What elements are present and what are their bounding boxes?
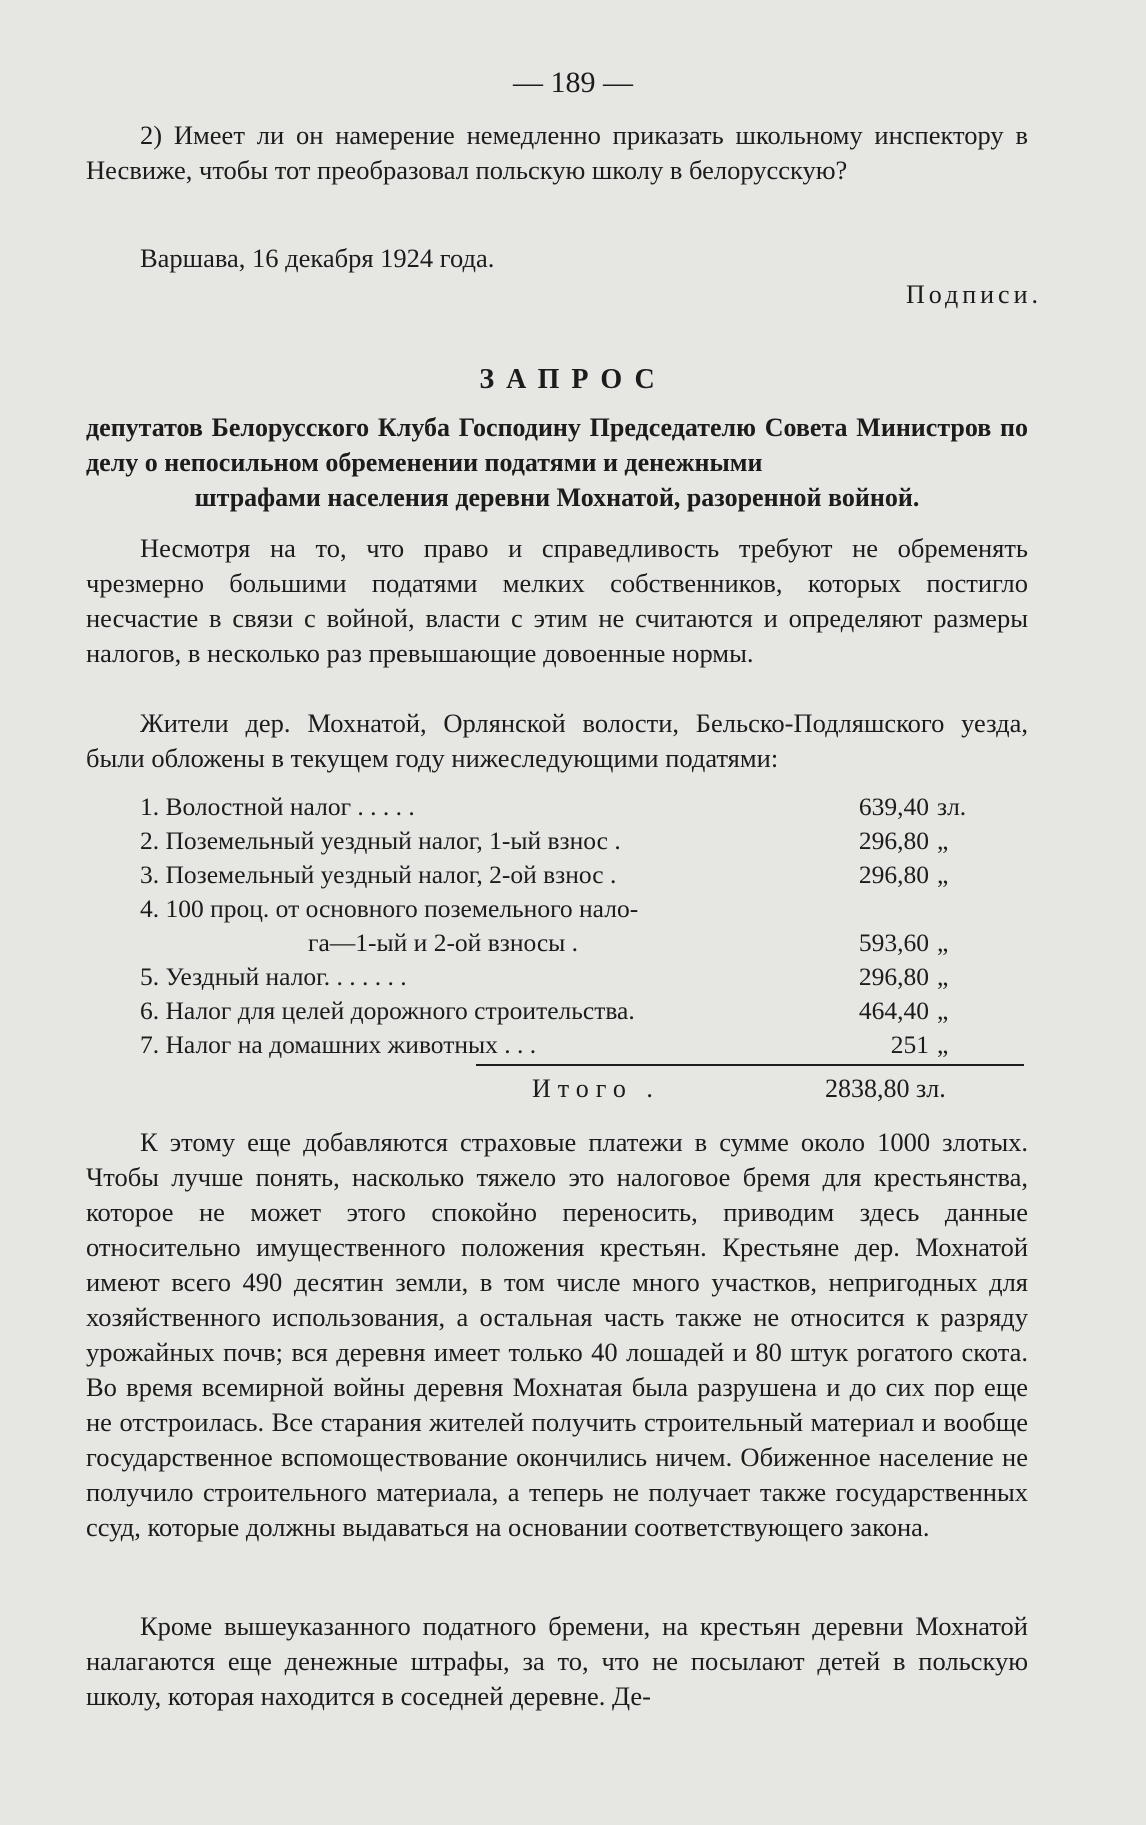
tax-label: 3. Поземельный уездный налог, 2-ой взнос . — [140, 860, 617, 889]
tax-table — [140, 790, 1026, 1062]
tax-label: 4. 100 проц. от основного поземельного нало- — [140, 894, 639, 923]
tax-row — [140, 1028, 1026, 1062]
signatures: Подписи. — [905, 280, 1042, 309]
tax-unit: „ — [937, 1030, 949, 1059]
zapros-heading-last: штрафами населения деревни Мохнатой, разоренной войной. — [194, 483, 920, 512]
tax-amount — [837, 994, 987, 1028]
tax-value: 296,80 — [858, 826, 929, 855]
tax-unit: зл. — [937, 792, 967, 821]
zapros-title: ЗАПРОС — [479, 364, 667, 395]
tax-label: 7. Налог на домашних животных . . . — [140, 1030, 537, 1059]
tax-value: 464,40 — [858, 996, 929, 1025]
tax-amount — [837, 1028, 987, 1062]
tax-amount — [837, 926, 987, 960]
tax-label: га—1-ый и 2-ой взносы . — [308, 928, 579, 957]
tax-value: 251 — [890, 1030, 929, 1059]
tax-row — [140, 994, 1026, 1028]
tax-label: 6. Налог для целей дорожного строительства. — [140, 996, 635, 1025]
tax-row — [140, 960, 1026, 994]
tax-row — [140, 892, 1026, 926]
paragraph-1-block — [86, 531, 1028, 671]
zapros-heading-main: депутатов Белорусского Клуба Господину Председателю Совета Министров по делу о непосильном обременении податями и денежными — [86, 413, 1028, 477]
tax-total-row — [140, 1074, 1026, 1108]
tax-label: 2. Поземельный уездный налог, 1-ый взнос . — [140, 826, 621, 855]
tax-row — [140, 858, 1026, 892]
tax-amount — [837, 858, 987, 892]
tax-value: 296,80 — [858, 962, 929, 991]
tax-unit: „ — [937, 860, 949, 889]
tax-value: 593,60 — [858, 928, 929, 957]
paragraph-1: Несмотря на то, что право и справедливость требуют не обременять чрезмерно большими податями мелких собственников, которых постигло несчастие в связи с войной, власти с этим не считаются и определяют размеры налогов, в несколько раз превышающие довоенные нормы. — [86, 533, 1028, 668]
tax-label: 5. Уездный налог. . . . . . . — [140, 962, 407, 991]
tax-amount — [837, 824, 987, 858]
tax-unit: „ — [937, 996, 949, 1025]
tax-amount — [837, 960, 987, 994]
tax-label: 1. Волостной налог . . . . . — [140, 792, 415, 821]
tax-row — [140, 926, 1026, 960]
paragraph-4-block — [86, 1609, 1028, 1714]
paragraph-2: Жители дер. Мохнатой, Орлянской волости, Бельско-Подляшского уезда, были обложены в текущем году нижеследующими податями: — [86, 708, 1028, 773]
paragraph-3: К этому еще добавляются страховые платежи в сумме около 1000 злотых. Чтобы лучше понять, насколько тяжело это налоговое бремя для крестьянства, которое не может этого спокойно переносить, приводим здесь данные относительно имущественного положения крестьян. Крестьяне дер. Мохнатой имеют всего 490 десятин земли, в том числе много участков, непригодных для хозяйственного использования, а остальная часть также не относится к разряду урожайных почв; вся деревня имеет только 40 лошадей и 80 штук рогатого скота. Во время всемирной войны деревня Мохнатая была разрушена и до сих пор еще не отстроилась. Все старания жителей получить строительный материал и вообще государственное вспомоществование окончились ничем. Обиженное население не получило строительного материала, а теперь не получает также государственных ссуд, которые должны выдаваться на основании соответствующего закона. — [86, 1127, 1028, 1542]
tax-unit: „ — [937, 962, 949, 991]
total-amount: 2838,80 зл. — [825, 1074, 946, 1103]
tax-row — [140, 790, 1026, 824]
tax-amount — [837, 892, 987, 926]
tax-unit: „ — [937, 826, 949, 855]
paragraph-3-block — [86, 1125, 1028, 1545]
question-2-text: 2) Имеет ли он намерение немедленно приказать школьному инспектору в Несвиже, чтобы тот преобразовал польскую школу в белорусскую? — [86, 120, 1028, 185]
total-label: Итого . — [532, 1074, 660, 1103]
total-divider — [476, 1064, 1024, 1066]
tax-row — [140, 824, 1026, 858]
question-2 — [86, 118, 1028, 188]
date-line-block — [86, 241, 1028, 276]
page-number: — 189 — — [513, 66, 633, 99]
tax-value: 296,80 — [858, 860, 929, 889]
zapros-heading — [86, 410, 1028, 515]
tax-unit: „ — [937, 928, 949, 957]
paragraph-2-block — [86, 706, 1028, 776]
tax-value: 639,40 — [858, 792, 929, 821]
date-line: Варшава, 16 декабря 1924 года. — [140, 243, 495, 273]
paragraph-4: Кроме вышеуказанного податного бремени, на крестьян деревни Мохнатой налагаются еще денежные штрафы, за то, что не посылают детей в польскую школу, которая находится в соседней деревне. Де- — [86, 1611, 1028, 1711]
tax-amount — [837, 790, 987, 824]
